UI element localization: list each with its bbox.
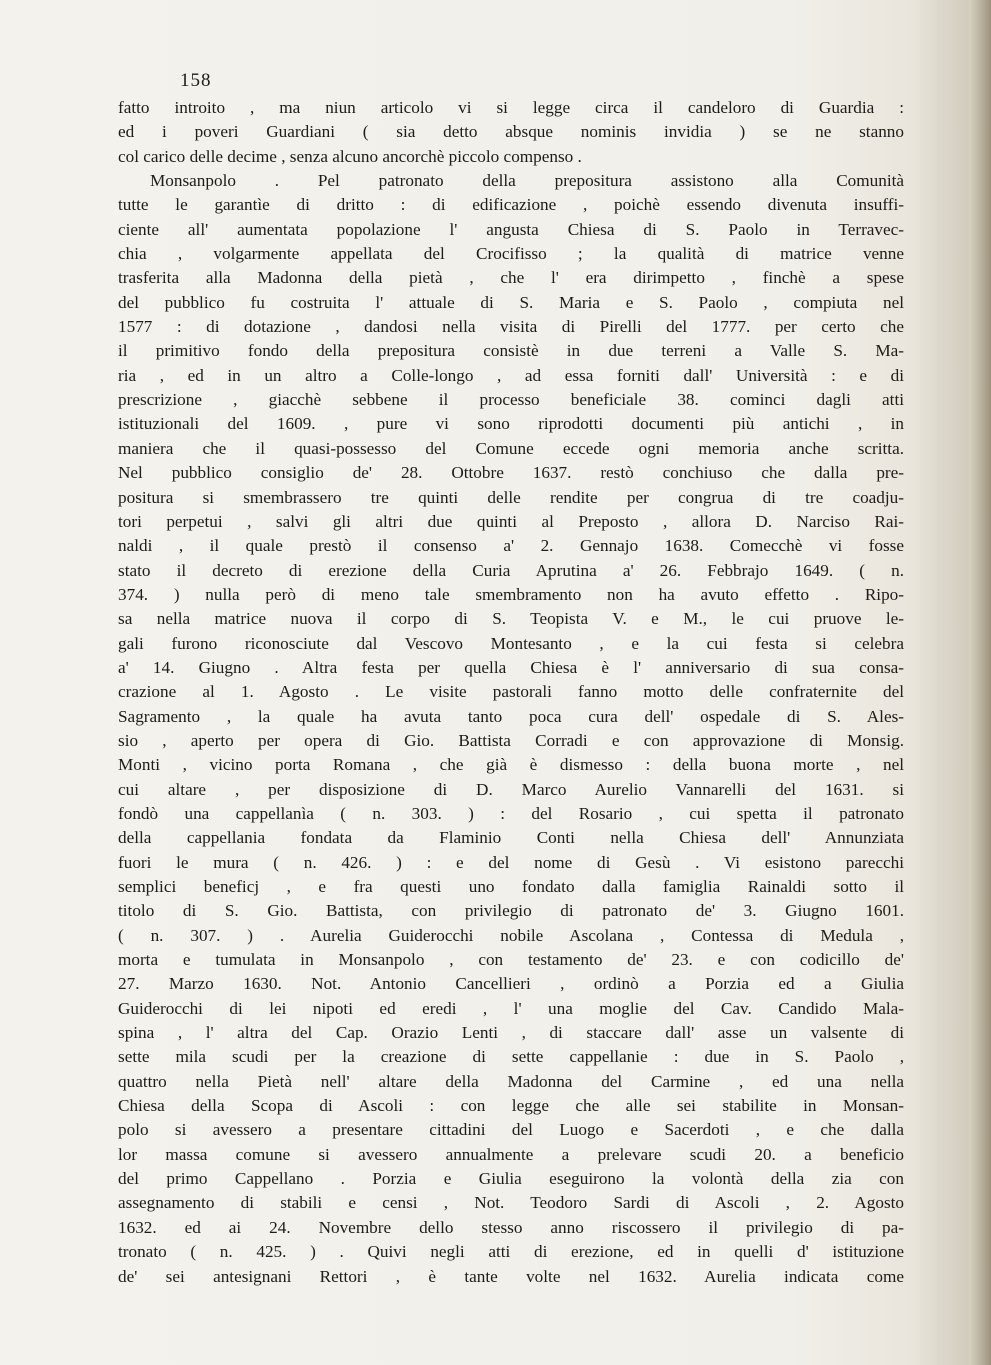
text-line: spina , l' altra del Cap. Orazio Lenti , di staccare dall' asse un valsente di [118,1023,904,1043]
text-line: quattro nella Pietà nell' altare della Madonna del Carmine , ed una nella [118,1071,904,1091]
text-line: del pubblico fu costruita l' attuale di S. Maria e S. Paolo , compiuta nel [118,292,904,312]
text-line: cui altare , per disposizione di D. Marco Aurelio Vannarelli del 1631. si [118,779,904,799]
text-line: del primo Cappellano . Porzia e Giulia eseguirono la volontà della zia con [118,1169,904,1189]
book-spine-edge [969,0,991,1365]
text-line: ciente all' aumentata popolazione l' angusta Chiesa di S. Paolo in Terravec- [118,219,904,239]
text-line: trasferita alla Madonna della pietà , che l' era dirimpetto , finchè a spese [118,268,904,288]
text-line: 27. Marzo 1630. Not. Antonio Cancellieri , ordinò a Porzia ed a Giulia [118,974,904,994]
text-line: tronato ( n. 425. ) . Quivi negli atti di erezione, ed in quelli d' istituzione [118,1242,904,1262]
text-line: ( n. 307. ) . Aurelia Guiderocchi nobile Ascolana , Contessa di Medula , [118,925,904,945]
text-line: il primitivo fondo della prepositura consistè in due terreni a Valle S. Ma- [118,341,904,361]
text-line: ed i poveri Guardiani ( sia detto absque nominis invidia ) se ne stanno [118,122,904,142]
text-line: 374. ) nulla però di meno tale smembramento non ha avuto effetto . Ripo- [118,584,904,604]
text-line: fatto introito , ma niun articolo vi si legge circa il candeloro di Guardia : [118,98,904,117]
text-line: naldi , il quale prestò il consenso a' 2. Gennajo 1638. Comecchè vi fosse [118,536,904,556]
text-line: gali furono riconosciute dal Vescovo Montesanto , e la cui festa si celebra [118,633,904,653]
text-line: col carico delle decime , senza alcuno ancorchè piccolo compenso . [118,146,582,166]
text-line: sa nella matrice nuova il corpo di S. Teopista V. e M., le cui pruove le- [118,609,904,629]
text-line: Sagramento , la quale ha avuta tanto poca cura dell' ospedale di S. Ales- [118,706,904,726]
text-line: ria , ed in un altro a Colle-longo , ad essa forniti dall' Università : e di [118,365,904,385]
text-line: titolo di S. Gio. Battista, con privilegio di patronato de' 3. Giugno 1601. [118,901,904,921]
text-line: polo si avessero a presentare cittadini del Luogo e Sacerdoti , e che dalla [118,1120,904,1140]
text-line: crazione al 1. Agosto . Le visite pastorali fanno motto delle confraternite del [118,682,904,702]
text-line: sette mila scudi per la creazione di sette cappellanie : due in S. Paolo , [118,1047,904,1067]
text-line: semplici beneficj , e fra questi uno fondato dalla famiglia Rainaldi sotto il [118,877,904,896]
text-line: morta e tumulata in Monsanpolo , con testamento de' 23. e con codicillo de' [118,950,904,970]
text-line: de' sei antesignani Rettori , è tante volte nel 1632. Aurelia indicata come [118,1266,904,1286]
text-line: fuori le mura ( n. 426. ) : e del nome di Gesù . Vi esistono parecchi [118,852,904,872]
text-line: lor massa comune si avessero annualmente a prelevare scudi 20. a beneficio [118,1144,904,1164]
text-line: della cappellania fondata da Flaminio Conti nella Chiesa dell' Annunziata [118,828,904,848]
text-line: chia , volgarmente appellata del Crocifisso ; la qualità di matrice venne [118,244,904,264]
text-line: assegnamento di stabili e censi , Not. Teodoro Sardi di Ascoli , 2. Agosto [118,1193,904,1213]
text-line: Nel pubblico consiglio de' 28. Ottobre 1637. restò conchiuso che dalla pre- [118,463,904,483]
text-line: Monsanpolo . Pel patronato della prepositura assistono alla Comunità [150,171,904,191]
text-line: 1577 : di dotazione , dandosi nella visita di Pirelli del 1777. per certo che [118,317,904,337]
text-line: istituzionali del 1609. , pure vi sono riprodotti documenti più antichi , in [118,414,904,434]
text-line: stato il decreto di erezione della Curia Aprutina a' 26. Febbrajo 1649. ( n. [118,560,904,580]
text-line: Monti , vicino porta Romana , che già è dismesso : della buona morte , nel [118,755,904,775]
text-line: fondò una cappellanìa ( n. 303. ) : del Rosario , cui spetta il patronato [118,803,904,823]
text-line: tori perpetui , salvi gli altri due quinti al Preposto , allora D. Narciso Rai- [118,511,904,531]
text-line: maniera che il quasi-possesso del Comune eccede ogni memoria anche scritta. [118,438,904,458]
text-line: Guiderocchi di lei nipoti ed eredi , l' una moglie del Cav. Candido Mala- [118,998,904,1018]
text-line: 1632. ed ai 24. Novembre dello stesso anno riscossero il privilegio di pa- [118,1217,904,1237]
body-text [118,96,904,1289]
text-line: prescrizione , giacchè sebbene il processo beneficiale 38. cominci dagli atti [118,390,904,410]
page-number: 158 [180,70,212,91]
text-line: a' 14. Giugno . Altra festa per quella Chiesa è l' anniversario di sua consa- [118,657,904,677]
text-line: sio , aperto per opera di Gio. Battista Corradi e con approvazione di Monsig. [118,730,904,750]
text-line: positura si smembrassero tre quinti delle rendite per congrua di tre coadju- [118,487,904,507]
text-line: Chiesa della Scopa di Ascoli : con legge che alle sei stabilite in Monsan- [118,1096,904,1116]
text-line: tutte le garantìe di dritto : di edificazione , poichè essendo divenuta insuffi- [118,195,904,215]
